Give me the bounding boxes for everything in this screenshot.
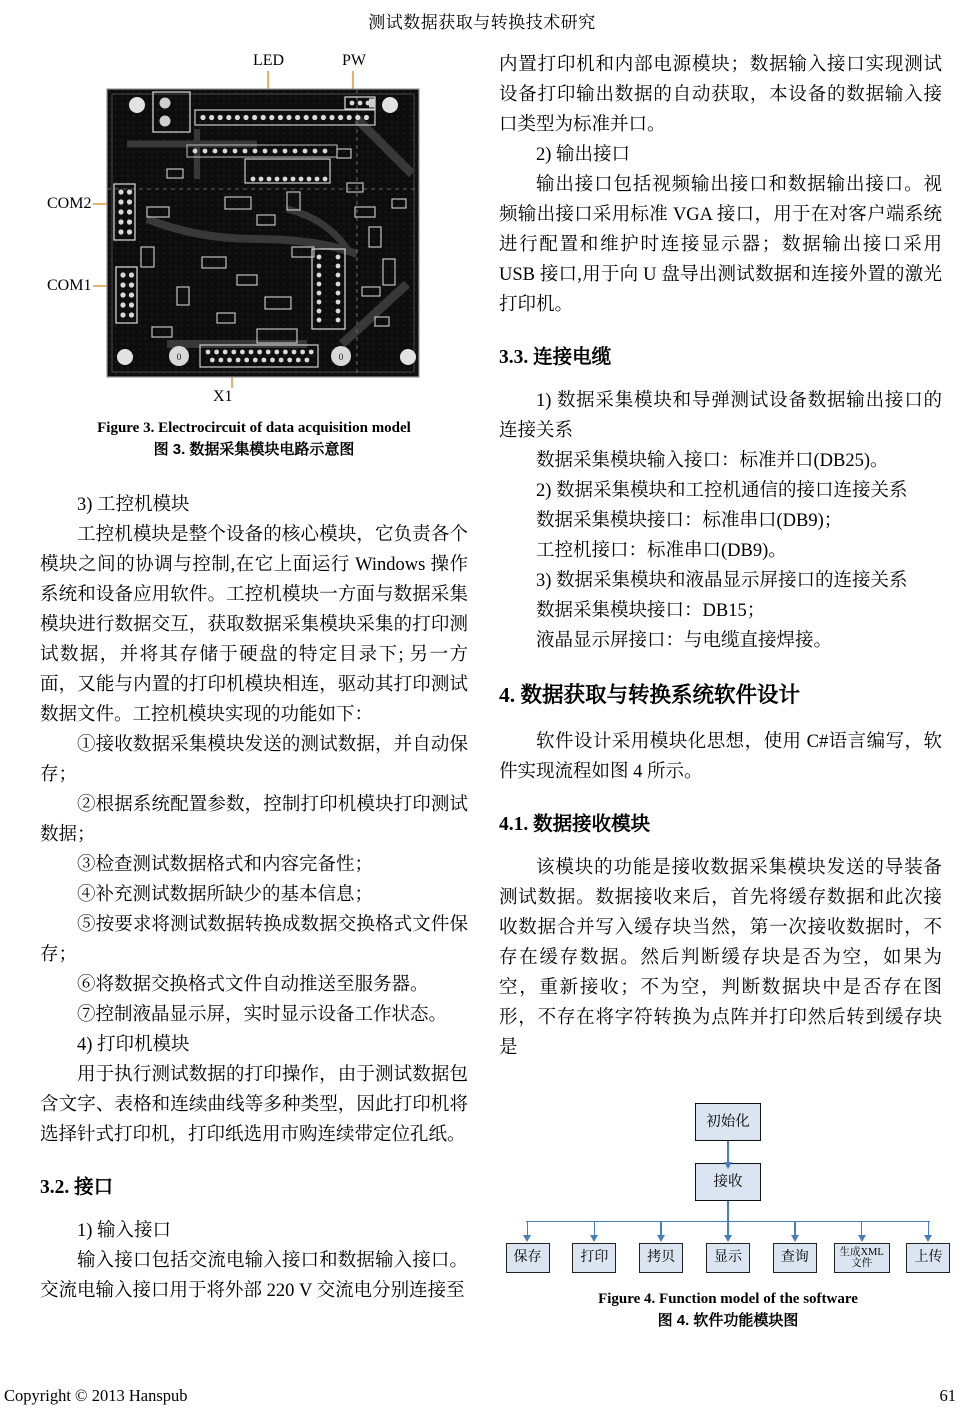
flow-node-leaf: 上传 [906, 1243, 950, 1273]
flow-node-leaf: 拷贝 [639, 1243, 683, 1273]
screw-terminal-label: 0 [176, 352, 182, 362]
screw-terminal-label: 0 [338, 352, 344, 362]
section-heading: 4.1. 数据接收模块 [499, 814, 651, 835]
flow-leaf-row [499, 1222, 957, 1273]
paragraph: 该模块的功能是接收数据采集模块发送的导装备测试数据。数据接收来后，首先将缓存数据和此次接收数据合并写入缓存块当然，第一次接收数据时，不存在缓存数据。然后判断缓存块是否为空，如果为空，重新接收；不为空，判断数据块中是否存在图形，不存在将字符转换为点阵并打印然后转到缓存块是 [499, 858, 942, 1058]
paragraph: 3) 数据采集模块和液晶显示屏接口的连接关系 [536, 571, 908, 591]
list-item: 3) 工控机模块 [77, 495, 190, 515]
list-item: 1) 输入接口 [77, 1221, 172, 1241]
flow-arrow-down-icon [794, 1222, 795, 1236]
section-heading: 3.2. 接口 [40, 1177, 114, 1198]
list-item: 2) 输出接口 [536, 145, 631, 165]
paragraph: 输出接口包括视频输出接口和数据输出接口。视频输出接口采用标准 VGA 接口，用于在对客户端系统进行配置和维护时连接显示器；数据输出接口采用 USB 接口,用于向 U 盘导出测试数据和连接外置的激光打印机。 [499, 175, 942, 315]
flow-node-leaf: 保存 [506, 1243, 550, 1273]
left-column [40, 50, 468, 1306]
paragraph: 数据采集模块接口：标准串口(DB9)； [536, 511, 843, 531]
figure3-caption [40, 418, 468, 460]
figure3-pcb [40, 52, 465, 406]
section-heading: 4. 数据获取与转换系统软件设计 [499, 683, 801, 707]
figure3-label-com2: COM2 [47, 195, 92, 212]
paragraph: 输入接口包括交流电输入接口和数据输入接口。交流电输入接口用于将外部 220 V 交流电分别连接至 [40, 1251, 468, 1301]
pcb-image [40, 52, 465, 406]
flow-connector-stem [727, 1201, 728, 1221]
flow-leaf-cell [566, 1222, 623, 1273]
section-heading: 3.3. 连接电缆 [499, 347, 612, 368]
paragraph: 数据采集模块输入接口：标准并口(DB25)。 [536, 451, 889, 471]
figure3-label-led: LED [253, 52, 285, 69]
flow-leaf-cell [900, 1222, 957, 1273]
flow-arrow-down-icon [594, 1222, 595, 1236]
paragraph: 1) 数据采集模块和导弹测试设备数据输出接口的连接关系 [499, 391, 942, 441]
figure4-flowchart [499, 1103, 957, 1273]
pcb-board [107, 89, 419, 377]
flow-node-leaf: 显示 [706, 1243, 750, 1273]
flow-node-leaf: 打印 [572, 1243, 616, 1273]
paragraph: 液晶显示屏接口：与电缆直接焊接。 [536, 631, 833, 651]
paragraph: ②根据系统配置参数，控制打印机模块打印测试数据； [40, 795, 468, 845]
flow-node-receive: 接收 [695, 1163, 761, 1201]
flow-arrow-down-icon [727, 1141, 728, 1163]
paragraph: 软件设计采用模块化思想，使用 C#语言编写，软件实现流程如图 4 所示。 [499, 732, 942, 782]
flow-node-init: 初始化 [695, 1103, 761, 1141]
flow-arrow-down-icon [660, 1222, 661, 1236]
paragraph: ⑥将数据交换格式文件自动推送至服务器。 [77, 975, 429, 995]
paragraph: 用于执行测试数据的打印操作，由于测试数据包含文字、表格和连续曲线等多种类型，因此打印机将选择针式打印机，打印纸选用市购连续带定位孔纸。 [40, 1065, 468, 1145]
figure4-caption-zh: 图 4. 软件功能模块图 [657, 1312, 799, 1330]
list-item: 4) 打印机模块 [77, 1035, 190, 1055]
figure3-caption-zh: 图 3. 数据采集模块电路示意图 [153, 441, 355, 458]
flow-arrow-down-icon [527, 1222, 528, 1236]
figure3-caption-en: Figure 3. Electrocircuit of data acquisition model [97, 420, 411, 436]
paragraph: ③检查测试数据格式和内容完备性； [77, 855, 374, 875]
figure3-label-x1: X1 [213, 388, 233, 405]
figure3-label-pw: PW [342, 52, 366, 69]
paragraph-continuation: 内置打印机和内部电源模块；数据输入接口实现测试设备打印输出数据的自动获取，本设备的数据输入接口类型为标准并口。 [499, 55, 942, 135]
paragraph: 工控机模块是整个设备的核心模块，它负责各个模块之间的协调与控制,在它上面运行 Windows 操作系统和设备应用软件。工控机模块一方面与数据采集模块进行数据交互，获取数据采集模块采集的打印测试数据，并将其存储于硬盘的特定目录下; 另一方面，又能与内置的打印机模块相连，驱动其打印测试数据文件。工控机模块实现的功能如下： [40, 525, 468, 725]
page-header-title: 测试数据获取与转换技术研究 [368, 13, 596, 32]
figure4-caption [499, 1289, 957, 1331]
footer-page-number: 61 [939, 1386, 956, 1405]
footer-copyright: Copyright © 2013 Hanspub [4, 1386, 188, 1405]
left-column-text [40, 490, 468, 1306]
flow-leaf-cell [633, 1222, 690, 1273]
paragraph: 工控机接口：标准串口(DB9)。 [536, 541, 787, 561]
paragraph: 2) 数据采集模块和工控机通信的接口连接关系 [536, 481, 908, 501]
flow-node-leaf: 生成XML文件 [834, 1243, 890, 1273]
flow-leaf-cell [499, 1222, 556, 1273]
right-column-text [499, 50, 942, 1063]
flow-arrow-down-icon [727, 1222, 728, 1236]
paragraph: 数据采集模块接口：DB15； [536, 601, 766, 621]
flow-arrow-down-icon [928, 1222, 929, 1236]
page-footer [4, 1386, 956, 1406]
paragraph: ⑤按要求将测试数据转换成数据交换格式文件保存； [40, 915, 468, 965]
paragraph: ④补充测试数据所缺少的基本信息； [77, 885, 374, 905]
paragraph: ⑦控制液晶显示屏，实时显示设备工作状态。 [77, 1005, 448, 1025]
figure4-caption-en: Figure 4. Function model of the software [598, 1291, 858, 1308]
flow-leaf-cell [833, 1222, 890, 1273]
figure3-label-com1: COM1 [47, 277, 92, 294]
right-column [499, 50, 942, 1331]
flow-node-leaf: 查询 [773, 1243, 817, 1273]
flow-leaf-cell [699, 1222, 756, 1273]
flow-leaf-cell [766, 1222, 823, 1273]
paragraph: ①接收数据采集模块发送的测试数据，并自动保存； [40, 735, 468, 785]
flow-arrow-down-icon [861, 1222, 862, 1236]
